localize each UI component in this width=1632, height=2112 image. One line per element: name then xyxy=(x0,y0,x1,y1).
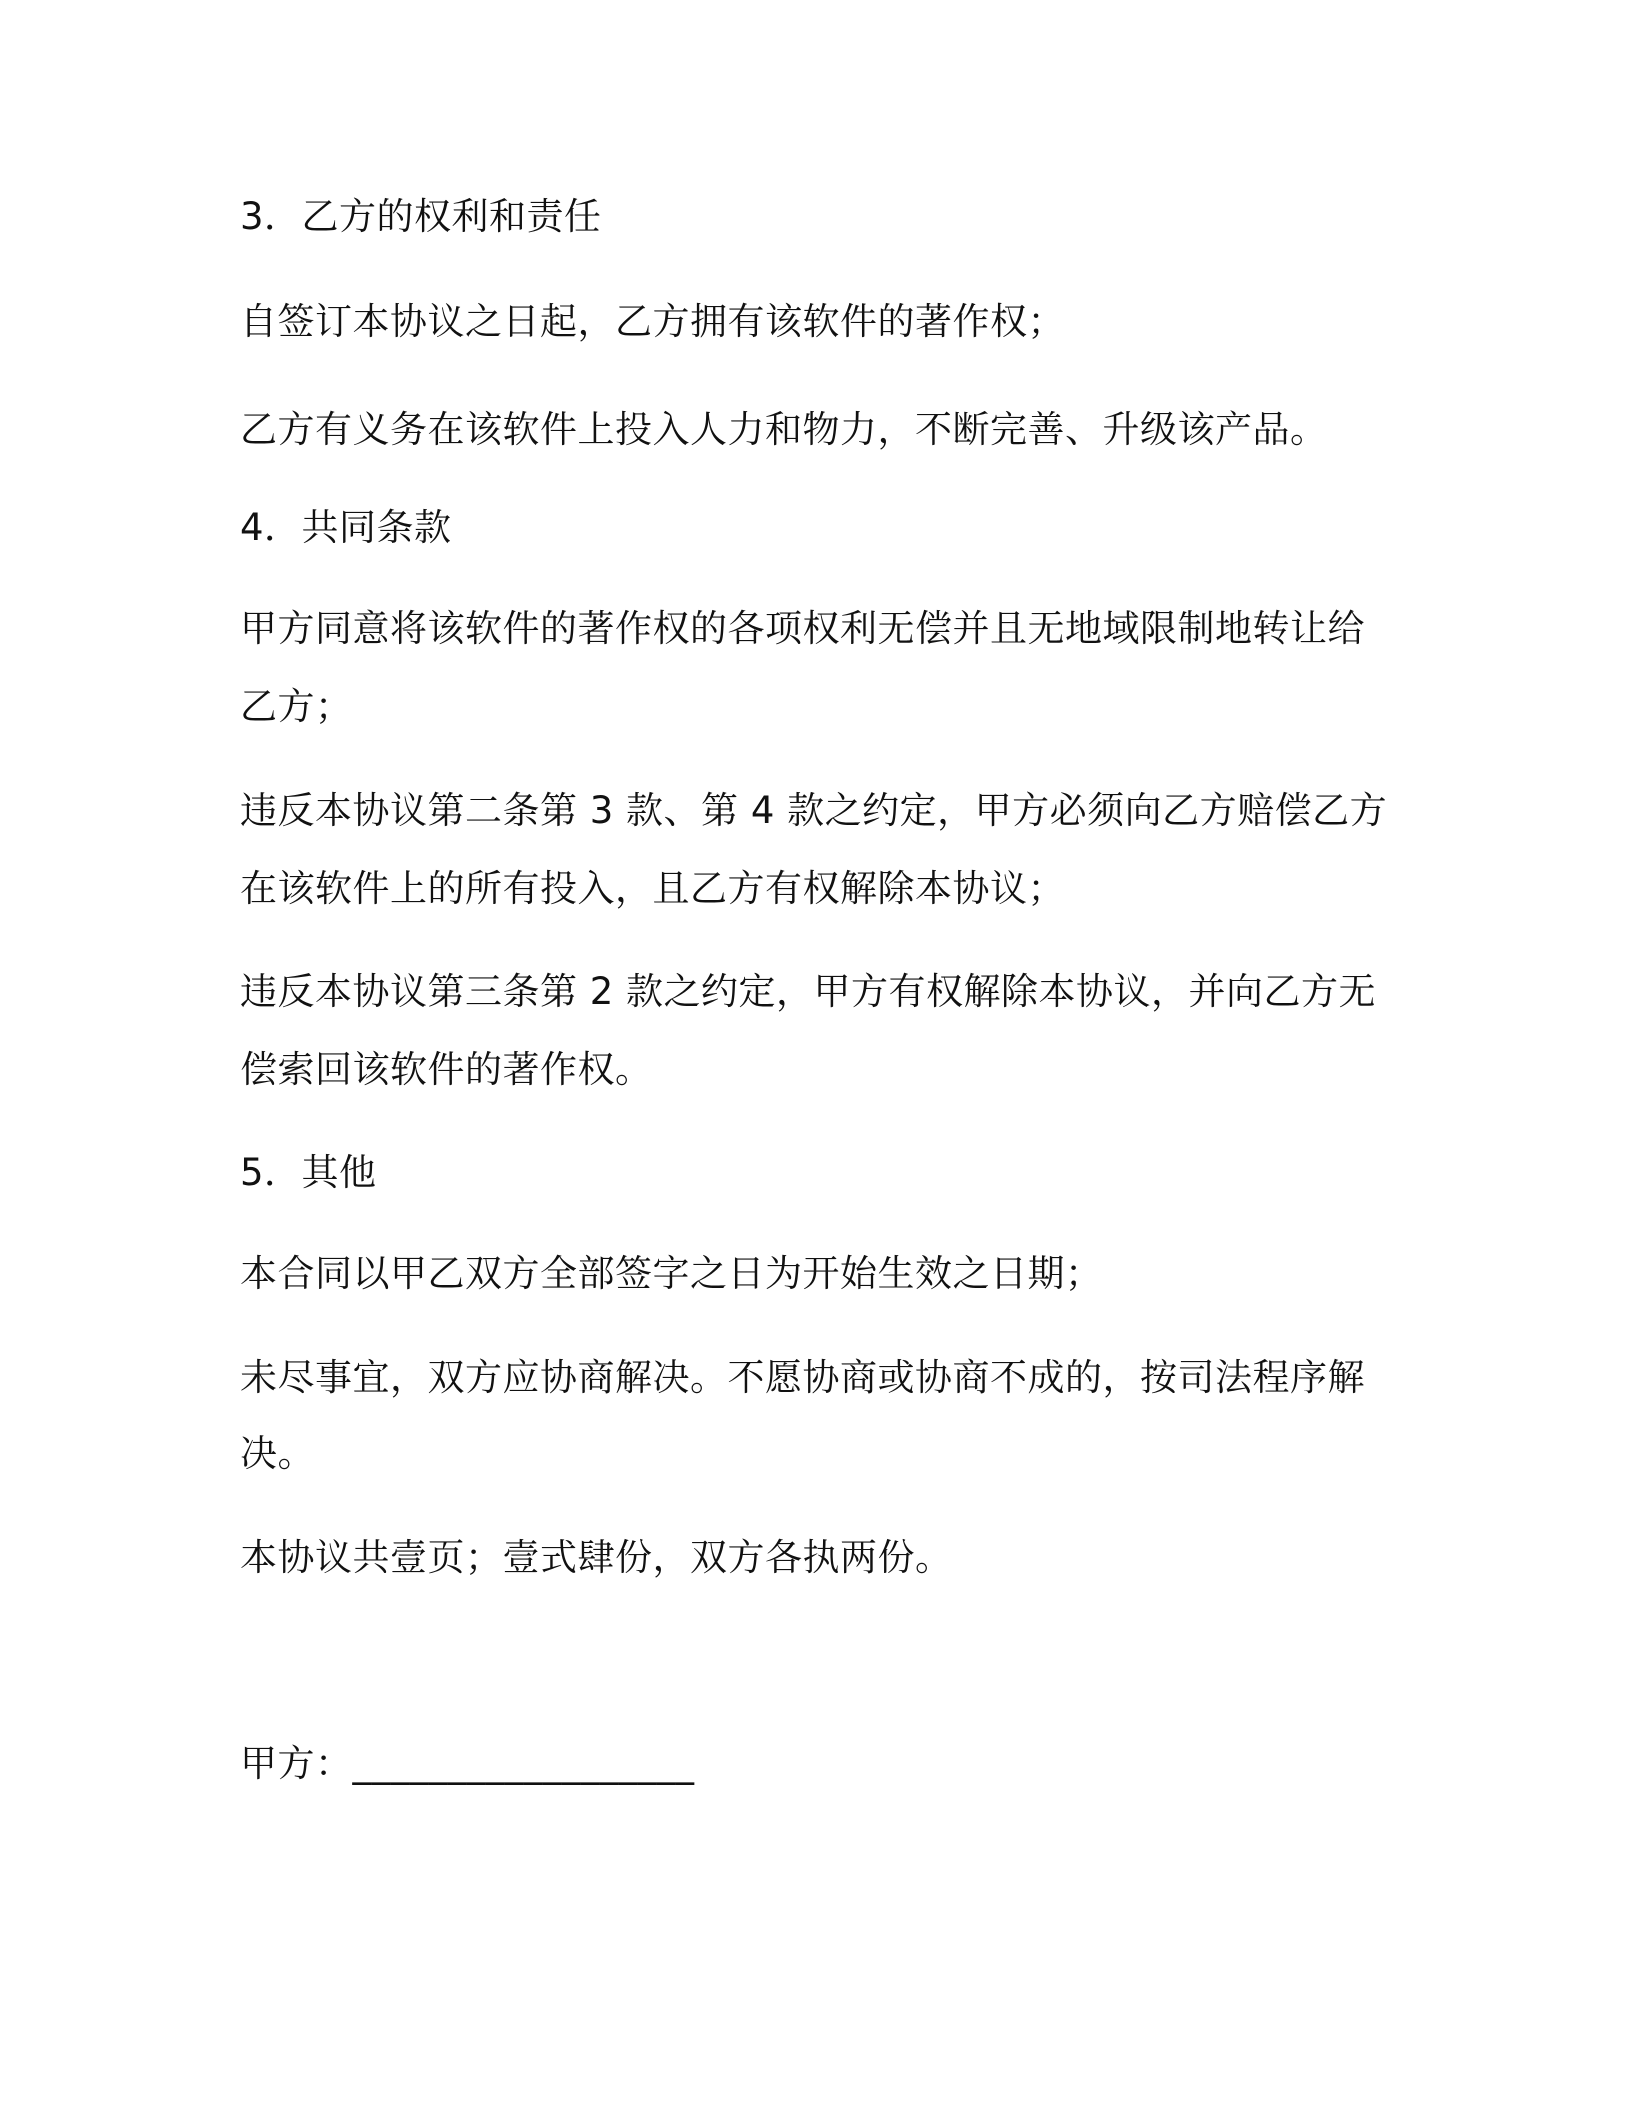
section-4-heading: 4．共同条款 xyxy=(240,506,452,549)
section-4-paragraph-1-line-1: 甲方同意将该软件的著作权的各项权利无偿并且无地域限制地转让给 xyxy=(240,607,1365,650)
section-3-heading: 3．乙方的权利和责任 xyxy=(240,195,602,238)
section-4-paragraph-1-line-2: 乙方； xyxy=(240,685,353,728)
section-3-paragraph-2: 乙方有义务在该软件上投入人力和物力，不断完善、升级该产品。 xyxy=(240,408,1328,451)
section-4-paragraph-3-line-1: 违反本协议第三条第 2 款之约定，甲方有权解除本协议，并向乙方无 xyxy=(240,970,1377,1013)
party-a-signature-line: 甲方：__________________ xyxy=(240,1742,695,1785)
section-4-paragraph-2-line-2: 在该软件上的所有投入，且乙方有权解除本协议； xyxy=(240,867,1065,910)
section-5-paragraph-2-line-1: 未尽事宜，双方应协商解决。不愿协商或协商不成的，按司法程序解 xyxy=(240,1356,1365,1399)
section-4-paragraph-3-line-2: 偿索回该软件的著作权。 xyxy=(240,1048,653,1091)
section-3-paragraph-1: 自签订本协议之日起，乙方拥有该软件的著作权； xyxy=(240,300,1065,343)
section-5-paragraph-1: 本合同以甲乙双方全部签字之日为开始生效之日期； xyxy=(240,1252,1103,1295)
section-5-paragraph-2-line-2: 决。 xyxy=(240,1432,315,1475)
section-5-heading: 5．其他 xyxy=(240,1151,377,1194)
section-4-paragraph-2-line-1: 违反本协议第二条第 3 款、第 4 款之约定，甲方必须向乙方赔偿乙方 xyxy=(240,789,1388,832)
section-5-paragraph-3: 本协议共壹页；壹式肆份，双方各执两份。 xyxy=(240,1536,953,1579)
